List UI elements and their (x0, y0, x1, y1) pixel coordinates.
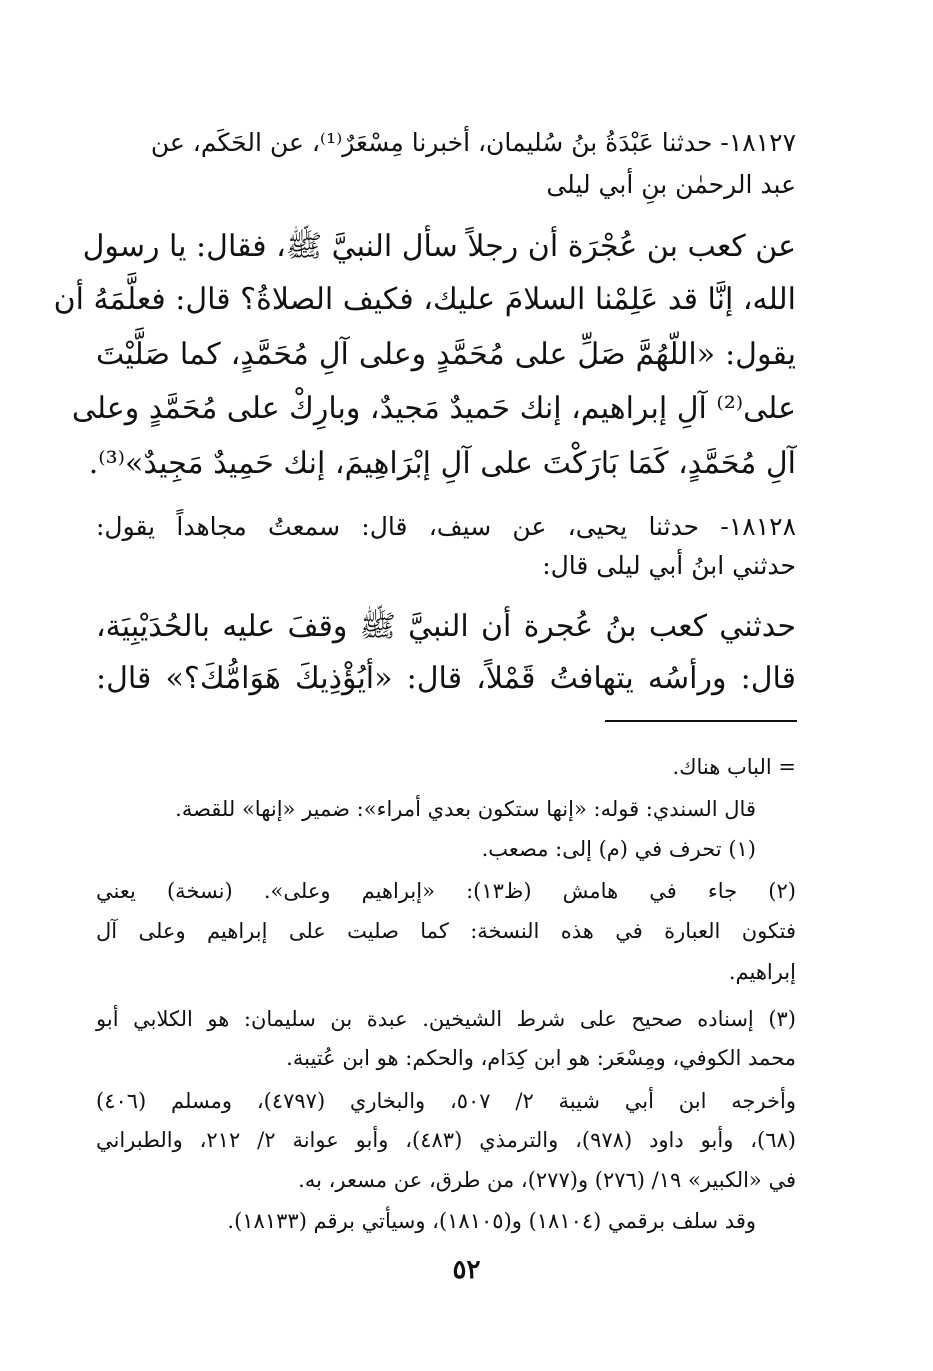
hadith-18127-matn-line-5: آلِ مُحَمَّدٍ، كَمَا بَارَكْتَ على آلِ إبْرَاهِيمَ، إنك حَمِيدٌ مَجِيدٌ»⁽³⁾. (88, 446, 796, 481)
hadith-18127-isnad-line-1: ١٨١٢٧- حدثنا عَبْدَةُ بنُ سُليمان، أخبرنا مِسْعَرٌ⁽¹⁾، عن الحَكَم، عن (150, 128, 796, 157)
footnote-line-8: محمد الكوفي، ومِسْعَر: هو ابن كِدَام، والحكم: هو ابن عُتيبة. (286, 1046, 796, 1070)
hadith-18127-matn-line-1: عن كعب بن عُجْرَة أن رجلاً سأل النبيَّ ﷺ، فقال: يا رسول (82, 229, 796, 264)
footnote-line-9: وأخرجه ابن أبي شيبة ٢/ ٥٠٧، والبخاري (٤٧٩٧)، ومسلم (٤٠٦) (96, 1089, 796, 1113)
page-number: ٥٢ (452, 1255, 481, 1285)
footnote-line-4: (٢) جاء في هامش (ظ١٣): «إبراهيم وعلى». (نسخة) يعني (96, 879, 796, 903)
hadith-18128-isnad-line-2: حدثني ابنُ أبي ليلى قال: (542, 551, 796, 580)
footnote-line-6: إبراهيم. (728, 960, 796, 984)
footnote-line-11: في «الكبير» ١٩/ (٢٧٦) و(٢٧٧)، من طرق، عن مسعر، به. (298, 1168, 796, 1192)
hadith-18127-isnad-line-2: عبد الرحمٰن بنِ أبي ليلى (546, 170, 796, 199)
hadith-18128-matn-line-2: قال: ورأسُه يتهافتُ قَمْلاً، قال: «أيُؤْذِيكَ هَوَامُّكَ؟» قال: (96, 661, 796, 696)
footnote-line-1: = الباب هناك. (672, 755, 796, 779)
footnote-line-2: قال السندي: قوله: «إنها ستكون بعدي أمراء»: ضمير «إنها» للقصة. (175, 797, 756, 821)
footnote-line-12: وقد سلف برقمي (١٨١٠٤) و(١٨١٠٥)، وسيأتي برقم (١٨١٣٣). (227, 1209, 756, 1233)
hadith-18128-isnad-line-1: ١٨١٢٨- حدثنا يحيى، عن سيف، قال: سمعتُ مجاهداً يقول: (96, 512, 796, 541)
footnote-line-10: (٦٨)، وأبو داود (٩٧٨)، والترمذي (٤٨٣)، وأبو عوانة ٢/ ٢١٢، والطبراني (96, 1128, 796, 1152)
hadith-18127-matn-line-4: على⁽²⁾ آلِ إبراهيم، إنك حَميدٌ مَجيدٌ، وبارِكْ على مُحَمَّدٍ وعلى (71, 391, 796, 426)
footnote-separator (605, 720, 797, 722)
footnote-line-7: (٣) إسناده صحيح على شرط الشيخين. عبدة بن سليمان: هو الكلابي أبو (96, 1007, 796, 1031)
footnote-line-3: (١) تحرف في (م) إلى: مصعب. (481, 837, 756, 861)
hadith-18128-matn-line-1: حدثني كعب بنُ عُجرة أن النبيَّ ﷺ وقفَ عليه بالحُدَيْبِيَة، (96, 609, 797, 644)
hadith-18127-matn-line-3: يقول: «اللّهُمَّ صَلِّ على مُحَمَّدٍ وعلى آلِ مُحَمَّدٍ، كما صَلَّيْتَ (96, 337, 796, 372)
footnote-line-5: فتكون العبارة في هذه النسخة: كما صليت على إبراهيم وعلى آل (96, 919, 796, 943)
hadith-18127-matn-line-2: الله، إنَّا قد عَلِمْنا السلامَ عليك، فكيف الصلاةُ؟ قال: فعلَّمَهُ أن (53, 282, 796, 317)
